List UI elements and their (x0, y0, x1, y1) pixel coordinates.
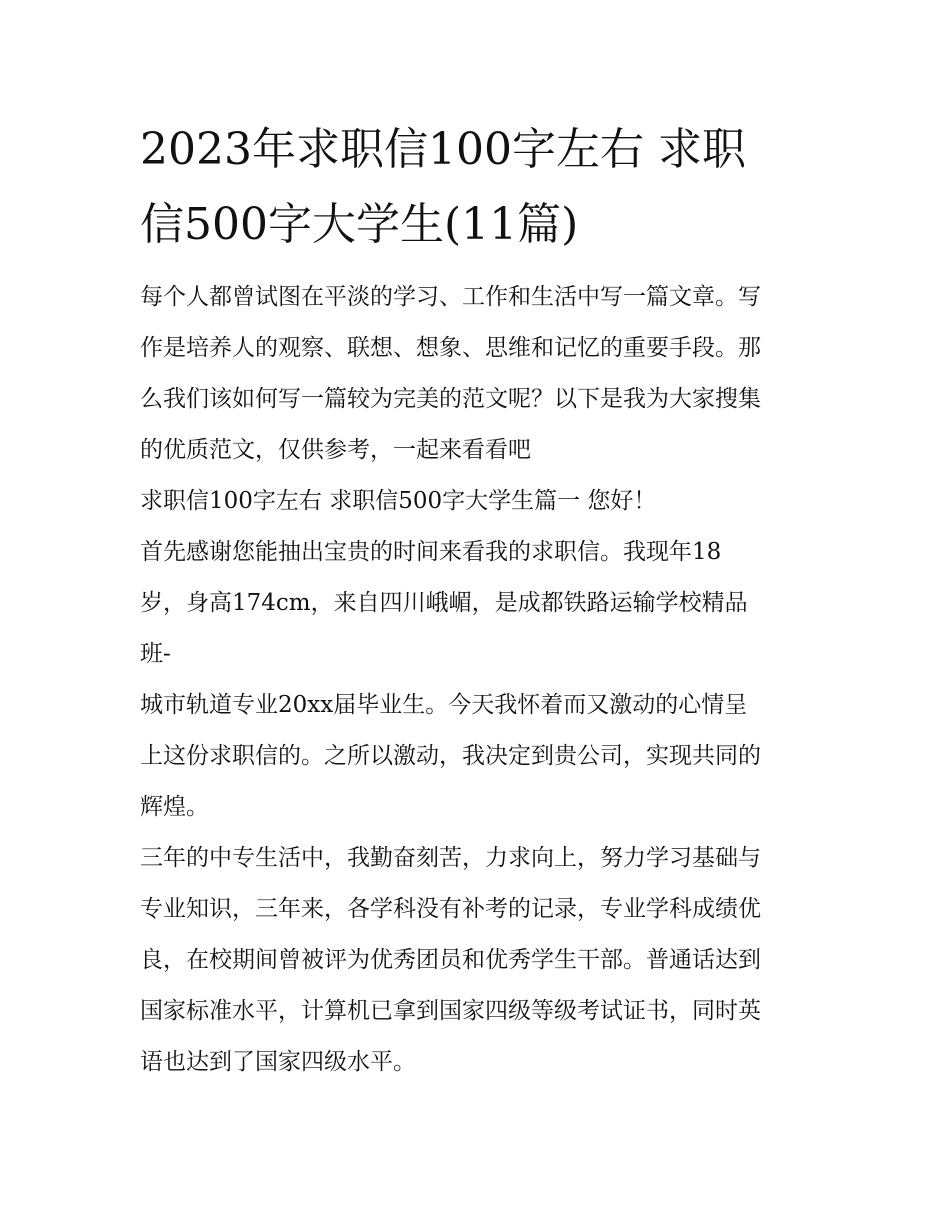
section-heading: 求职信100字左右 求职信500字大学生篇一 您好！ (140, 488, 657, 514)
title-line-1: 2023年求职信100字左右 求职 (140, 124, 746, 175)
body-line: 三年的中专生活中，我勤奋刻苦，力求向上，努力学习基础与 (140, 845, 761, 871)
body-line: 作是培养人的观察、联想、想象、思维和记忆的重要手段。那 (140, 335, 761, 361)
body-line: 语也达到了国家四级水平。 (140, 1049, 416, 1075)
body-line: 良，在校期间曾被评为优秀团员和优秀学生干部。普通话达到 (140, 947, 761, 973)
body-line: 国家标准水平，计算机已拿到国家四级等级考试证书，同时英 (140, 998, 761, 1024)
body-line: 辉煌。 (140, 794, 209, 820)
body-line: 班- (140, 641, 171, 667)
title-line-2: 信500字大学生(11篇) (140, 199, 579, 250)
body-line: 城市轨道专业20xx届毕业生。今天我怀着而又激动的心情呈 (140, 692, 748, 718)
body-line: 么我们该如何写一篇较为完美的范文呢？以下是我为大家搜集 (140, 386, 761, 412)
body-line: 首先感谢您能抽出宝贵的时间来看我的求职信。我现年18 (140, 539, 722, 565)
body-line: 专业知识，三年来，各学科没有补考的记录，专业学科成绩优 (140, 896, 761, 922)
document-page (140, 112, 820, 1088)
body-line: 岁，身高174cm，来自四川峨嵋，是成都铁路运输学校精品 (140, 590, 748, 616)
body-line: 上这份求职信的。之所以激动，我决定到贵公司，实现共同的 (140, 743, 761, 769)
document-body (140, 272, 820, 1088)
body-line: 每个人都曾试图在平淡的学习、工作和生活中写一篇文章。写 (140, 284, 761, 310)
document-title (140, 112, 820, 262)
body-line: 的优质范文，仅供参考，一起来看看吧 (140, 437, 531, 463)
